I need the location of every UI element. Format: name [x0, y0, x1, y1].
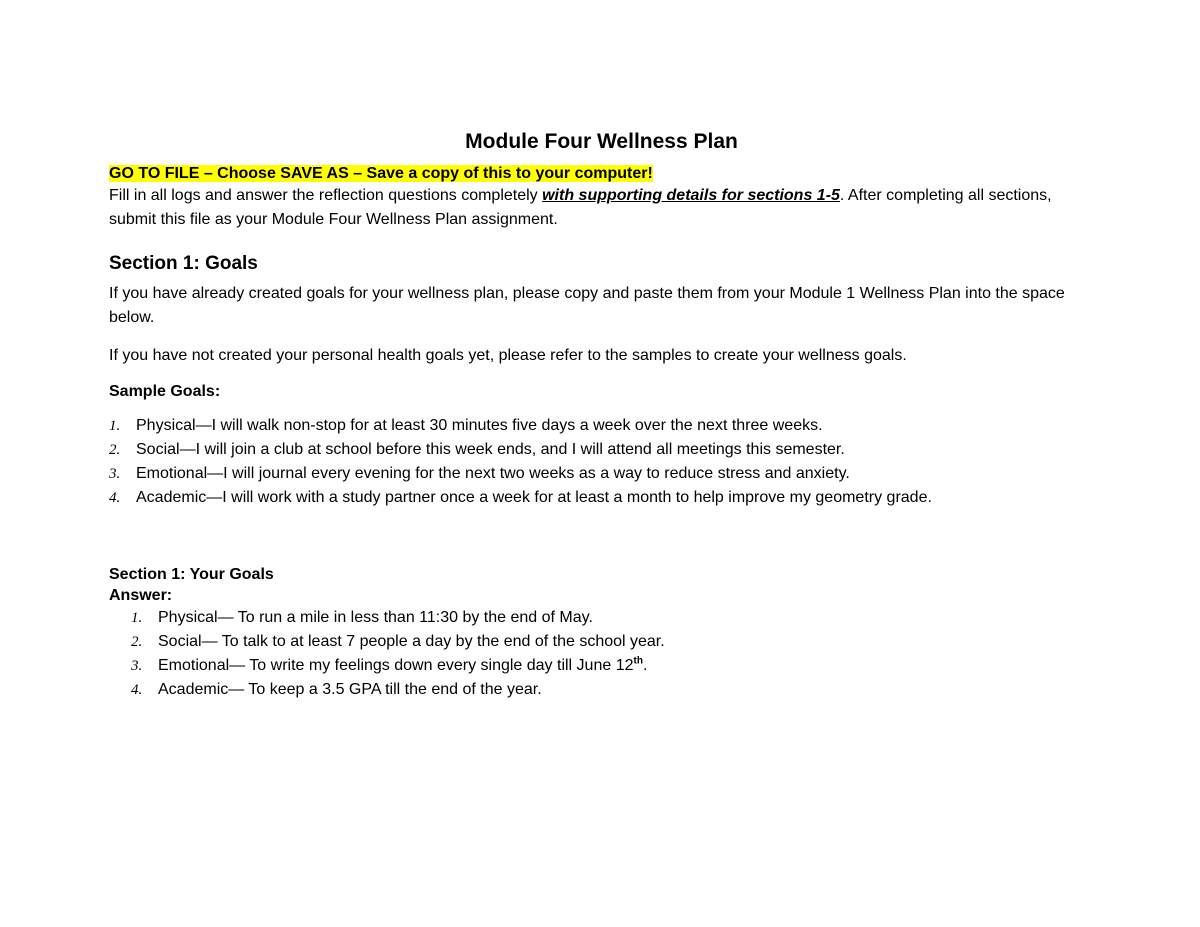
list-item — [131, 630, 1094, 654]
list-text: Academic— To keep a 3.5 GPA till the end of the year. — [158, 681, 542, 698]
list-number: 4. — [109, 490, 121, 506]
answer-label: Answer: — [109, 587, 173, 604]
intro-before: Fill in all logs and answer the reflection questions completely — [109, 187, 543, 204]
save-instruction — [109, 164, 1094, 184]
document-title: Module Four Wellness Plan — [465, 130, 738, 153]
list-number: 1. — [109, 418, 121, 434]
document-content — [109, 128, 1094, 702]
list-text-suffix: . — [642, 657, 648, 674]
intro-after: . After completing all sections, submit this file as your Module Four Wellness Plan assignment. — [109, 187, 1052, 228]
your-goals-section — [109, 564, 1094, 702]
list-text: Physical— To run a mile in less than 11:30 by the end of May. — [158, 609, 593, 626]
list-item — [109, 462, 1094, 486]
list-text: Emotional— To write my feelings down every single day till June 12 — [158, 657, 634, 674]
list-item — [109, 486, 1094, 510]
answers-list — [109, 606, 1094, 702]
list-number: 2. — [109, 442, 121, 458]
list-number: 3. — [109, 466, 121, 482]
list-item — [131, 606, 1094, 630]
intro-emphasis: with supporting details for sections 1-5 — [542, 187, 840, 204]
sample-goals-list — [109, 414, 1094, 510]
sample-goals-label: Sample Goals: — [109, 383, 221, 400]
list-item — [109, 438, 1094, 462]
list-number: 1. — [131, 610, 143, 626]
intro-paragraph — [109, 184, 1094, 232]
list-text: Emotional—I will journal every evening for the next two weeks as a way to reduce stress and anxiety. — [136, 465, 850, 482]
list-item — [131, 678, 1094, 702]
section-1-paragraph-2: If you have not created your personal health goals yet, please refer to the samples to create your wellness goals. — [109, 347, 907, 364]
list-text: Social— To talk to at least 7 people a day by the end of the school year. — [158, 633, 665, 650]
list-number: 4. — [131, 682, 143, 698]
list-item — [131, 654, 1094, 678]
your-goals-title: Section 1: Your Goals — [109, 566, 274, 583]
superscript: th — [633, 655, 643, 667]
section-1-paragraph-1: If you have already created goals for your wellness plan, please copy and paste them from your Module 1 Wellness Plan into the space below. — [109, 285, 1065, 326]
list-number: 3. — [131, 658, 143, 674]
list-text: Academic—I will work with a study partner once a week for at least a month to help improve my geometry grade. — [136, 489, 932, 506]
list-text-wrap — [158, 654, 647, 678]
list-text: Social—I will join a club at school before this week ends, and I will attend all meetings this semester. — [136, 441, 845, 458]
highlighted-instruction: GO TO FILE – Choose SAVE AS – Save a copy of this to your computer! — [109, 165, 653, 182]
list-number: 2. — [131, 634, 143, 650]
list-text: Physical—I will walk non-stop for at least 30 minutes five days a week over the next three weeks. — [136, 417, 823, 434]
list-item — [109, 414, 1094, 438]
section-1-heading: Section 1: Goals — [109, 253, 258, 274]
